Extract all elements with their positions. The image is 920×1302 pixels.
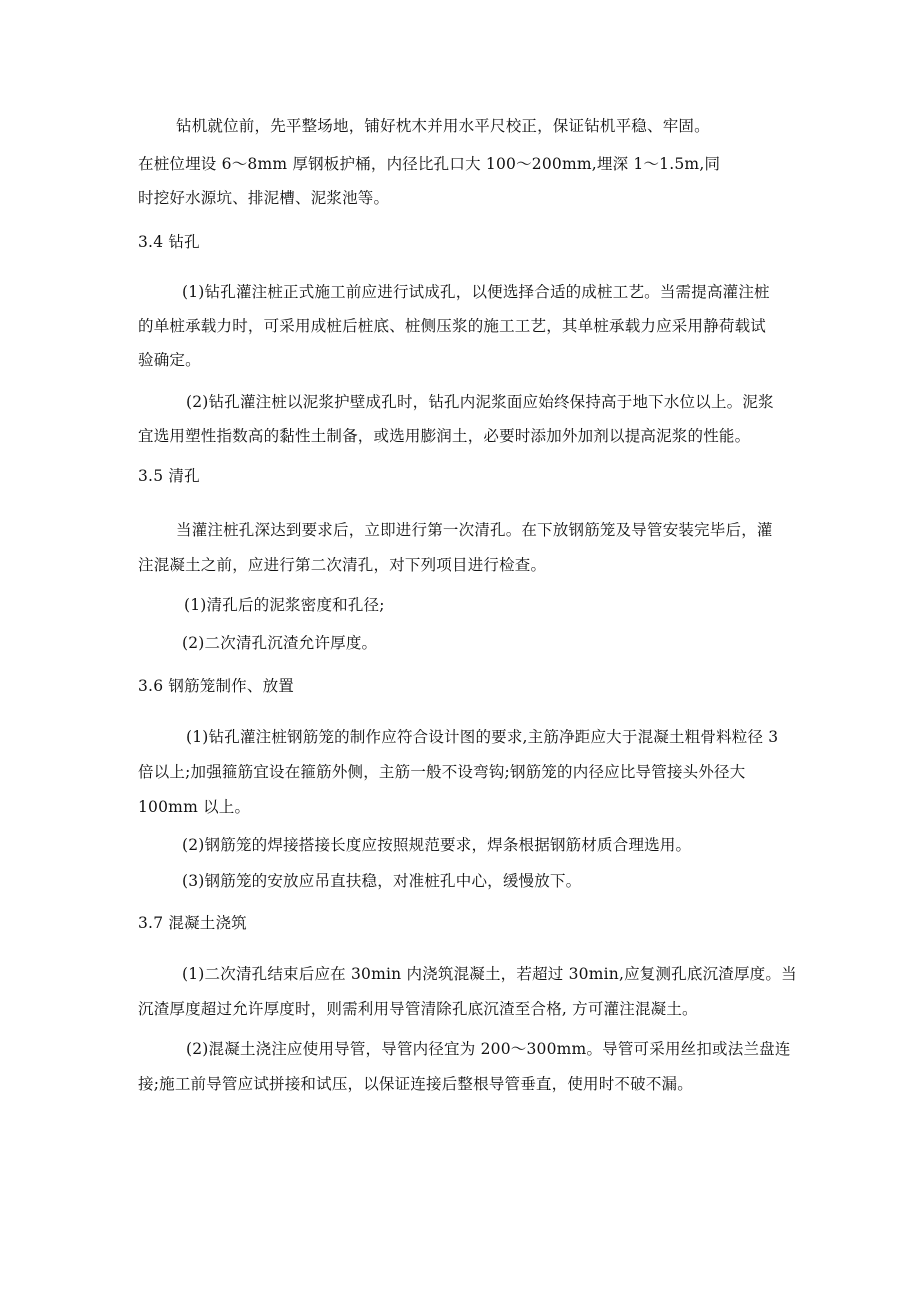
s34-p1-line-2: 的单桩承载力时，可采用成桩后桩底、桩侧压浆的施工工艺，其单桩承载力应采用静荷载试 bbox=[138, 317, 767, 335]
s34-p2-line-1: (2)钻孔灌注桩以泥浆护壁成孔时，钻孔内泥浆面应始终保持高于地下水位以上。泥浆 bbox=[186, 393, 774, 411]
s36-p2: (2)钢筋笼的焊接搭接长度应按照规范要求，焊条根据钢筋材质合理选用。 bbox=[182, 836, 692, 854]
s37-p2-line-1: (2)混凝土浇注应使用导管，导管内径宜为 200～300mm。导管可采用丝扣或法兰盘连 bbox=[186, 1040, 791, 1058]
s36-p3: (3)钢筋笼的安放应吊直扶稳，对准桩孔中心，缓慢放下。 bbox=[182, 872, 582, 890]
s34-p2-line-2: 宜选用塑性指数高的黏性土制备，或选用膨润土，必要时添加外加剂以提高泥浆的性能。 bbox=[138, 427, 751, 445]
intro-line-3: 时挖好水源坑、排泥槽、泥浆池等。 bbox=[138, 189, 390, 207]
s35-p1-line-1: 当灌注桩孔深达到要求后，立即进行第一次清孔。在下放钢筋笼及导管安装完毕后，灌 bbox=[176, 521, 773, 539]
s35-item-1: (1)清孔后的泥浆密度和孔径; bbox=[184, 596, 385, 614]
intro-line-2: 在桩位埋设 6～8mm 厚钢板护桶，内径比孔口大 100～200mm,埋深 1～1.5m,同 bbox=[138, 155, 721, 173]
intro-line-1: 钻机就位前，先平整场地，铺好枕木并用水平尺校正，保证钻机平稳、牢固。 bbox=[176, 117, 710, 135]
s37-p2-line-2: 接;施工前导管应试拼接和试压，以保证连接后整根导管垂直，使用时不破不漏。 bbox=[138, 1075, 693, 1093]
s36-p1-line-3: 100mm 以上。 bbox=[138, 798, 251, 816]
s34-p1-line-1: (1)钻孔灌注桩正式施工前应进行试成孔，以便选择合适的成桩工艺。当需提高灌注桩 bbox=[182, 283, 770, 301]
section-heading-3-6: 3.6 钢筋笼制作、放置 bbox=[138, 677, 294, 695]
section-heading-3-7: 3.7 混凝土浇筑 bbox=[138, 914, 247, 932]
s35-item-2: (2)二次清孔沉渣允许厚度。 bbox=[182, 634, 378, 652]
s36-p1-line-1: (1)钻孔灌注桩钢筋笼的制作应符合设计图的要求,主筋净距应大于混凝土粗骨料粒径 3 bbox=[186, 728, 779, 746]
section-heading-3-4: 3.4 钻孔 bbox=[138, 233, 200, 251]
section-heading-3-5: 3.5 清孔 bbox=[138, 467, 200, 485]
s37-p1-line-1: (1)二次清孔结束后应在 30min 内浇筑混凝土，若超过 30min,应复测孔底沉渣厚度。当 bbox=[182, 965, 797, 983]
s37-p1-line-2: 沉渣厚度超过允许厚度时，则需利用导管清除孔底沉渣至合格, 方可灌注混凝土。 bbox=[138, 1000, 698, 1018]
s34-p1-line-3: 验确定。 bbox=[138, 351, 201, 369]
s36-p1-line-2: 倍以上;加强箍筋宜设在箍筋外侧，主筋一般不设弯钩;钢筋笼的内径应比导管接头外径大 bbox=[138, 763, 746, 781]
s35-p1-line-2: 注混凝土之前，应进行第二次清孔，对下列项目进行检查。 bbox=[138, 556, 547, 574]
